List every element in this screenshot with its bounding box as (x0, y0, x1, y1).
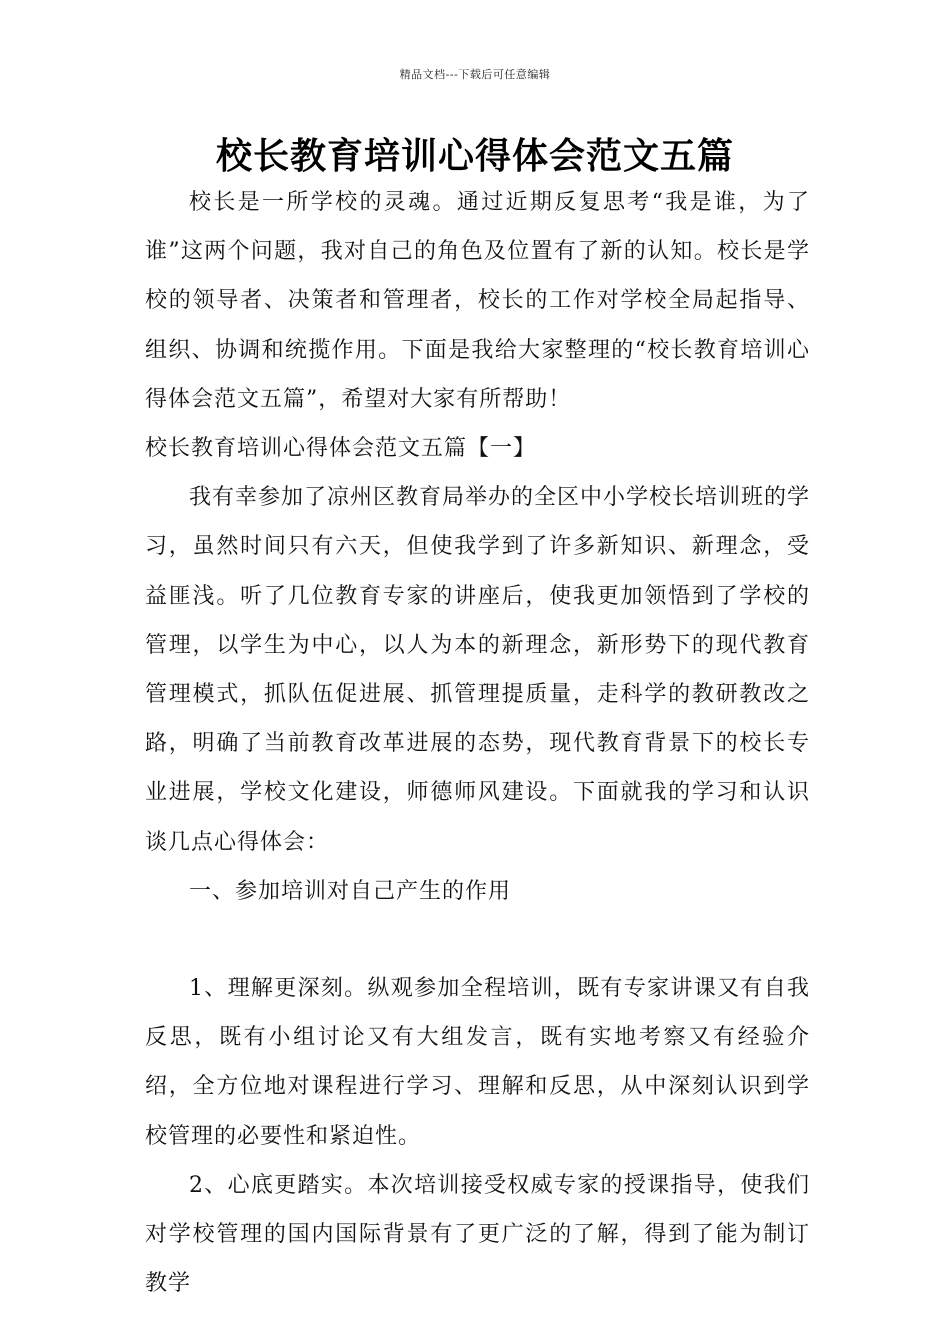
blank-line (145, 916, 810, 964)
document-title: 校长教育培训心得体会范文五篇 (215, 135, 734, 177)
section-title: 校长教育培训心得体会范文五篇【一】 (145, 436, 537, 462)
header-note: 精品文档---下载后可任意编辑 (399, 68, 551, 81)
body-paragraph: 我有幸参加了凉州区教育局举办的全区中小学校长培训班的学习，虽然时间只有六天，但使我学到了许多新知识、新理念，受益匪浅。听了几位教育专家的讲座后，使我更加领悟到了学校的管理，以学生为中心，以人为本的新理念，新形势下的现代教育管理模式，抓队伍促进展、抓管理提质量，走科学的教研教改之路，明确了当前教育改革进展的态势，现代教育背景下的校长专业进展，学校文化建设，师德师风建设。下面就我的学习和认识谈几点心得体会： (145, 485, 811, 855)
intro-paragraph: 校长是一所学校的灵魂。通过近期反复思考“我是谁，为了谁”这两个问题，我对自己的角色及位置有了新的认知。校长是学校的领导者、决策者和管理者，校长的工作对学校全局起指导、组织、协调和统揽作用。下面是我给大家整理的“校长教育培训心得体会范文五篇”，希望对大家有所帮助！ (145, 190, 810, 412)
list-item: 2、心底更踏实。本次培训接受权威专家的授课指导，使我们对学校管理的国内国际背景有了更广泛的了解，得到了能为制订教学 (145, 1172, 810, 1297)
document-body (145, 178, 810, 1308)
subheading: 一、参加培训对自己产生的作用 (189, 878, 512, 904)
list-item: 1、理解更深刻。纵观参加全程培训，既有专家讲课又有自我反思，既有小组讨论又有大组发言，既有实地考察又有经验介绍，全方位地对课程进行学习、理解和反思，从中深刻认识到学校管理的必要性和紧迫性。 (145, 976, 810, 1149)
